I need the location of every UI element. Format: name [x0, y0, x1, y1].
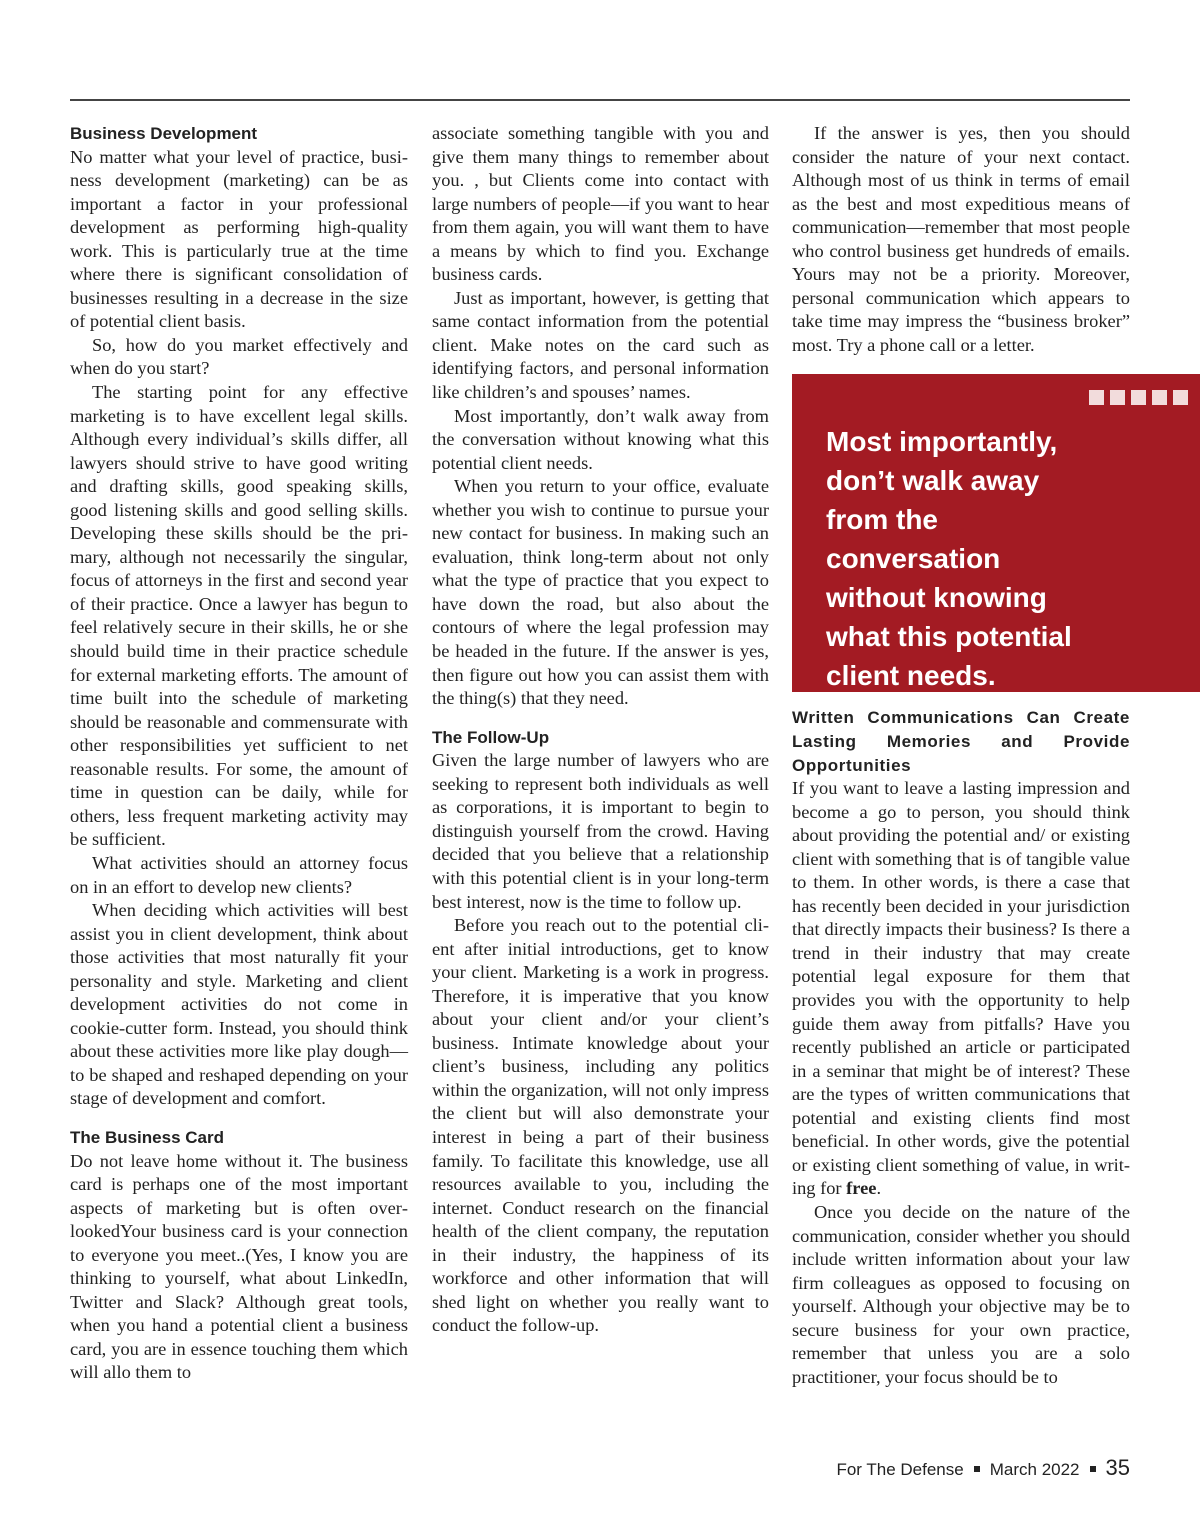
column-3	[792, 122, 1130, 1389]
heading-business-development: Business Development	[70, 124, 258, 143]
paragraph: associate something tangible with you and give them many things to remember about you. , but Clients come into contact with large numbers of people—if you want to hear from them again, you will want them to have a means by which to find you. Exchange business cards.	[432, 123, 769, 285]
paragraph-text: If you want to leave a lasting impression and become a go to person, you should think about providing the potential and/ or existing client with something that is of tangible value to them. In other words, is there a case that has recently been decided in your jurisdiction that directly impacts their business? Is there a trend in their industry that may create potential legal exposure for them that provides you with the opportunity to help guide them away from pitfalls? Have you recently published an article or participated in a seminar that might be of interest? These are the types of written communications that potential and existing clients find most beneficial. In other words, give the potential or existing client something of value, in writing for	[792, 778, 1130, 1199]
column-2	[432, 122, 769, 1338]
square-icon	[1152, 390, 1167, 405]
paragraph: No matter what your level of practice, business development (marketing) can be as important a factor in your professional development as performing high-quality work. This is particularly true at the time where there is significant consolidation of businesses resulting in a decrease in the size of potential client basis.	[70, 146, 408, 332]
paragraph: When deciding which activities will best assist you in client development, think about those activities that most naturally fit your personality and style. Marketing and client development activities do not come in cookie-cutter form. Instead, you should think about these activities more like play dough—to be shaped and reshaped depending on your stage of development and comfort.	[70, 900, 408, 1109]
publication-name: For The Defense	[836, 1460, 964, 1479]
bold-word: free	[846, 1178, 877, 1199]
bullet-icon	[1090, 1466, 1096, 1472]
square-icon	[1173, 390, 1188, 405]
heading-written-communications: Written Communications Can Create Lasting Memories and Provide Opportunities	[792, 708, 1130, 775]
paragraph: Do not leave home without it. The business card is perhaps one of the most important aspects of marketing but is often overlookedYour business card is your connection to everyone you meet..(Yes, I know you are thinking to yourself, what about LinkedIn, Twitter and Slack? Although great tools, when you hand a potential client a business card, you are in essence touching them which will allo them to	[70, 1150, 408, 1383]
paragraph	[792, 777, 1130, 1201]
page-number: 35	[1105, 1455, 1130, 1480]
decorative-squares	[1089, 390, 1188, 405]
paragraph: What activities should an attorney focus on in an effort to develop new clients?	[70, 852, 408, 897]
paragraph: If the answer is yes, then you should consider the nature of your next contact. Although most of us think in terms of email as the best and most expeditious means of communication—remember that most people who control business get hundreds of emails. Yours may not be a priority. Moreover, personal communication which appears to take time may impress the “business broker” most. Try a phone call or a letter.	[792, 123, 1130, 355]
paragraph: The starting point for any effective marketing is to have excellent legal skills. Although every individual’s skills differ, all lawyers should strive to have good writing and drafting skills, good speaking skills, good listening skills and good selling skills. Developing these skills should be the primary, although not necessarily the singular, focus of attorneys in the first and second year of their practice. Once a lawyer has begun to feel relatively secure in their skills, he or she should build time in their practice schedule for external marketing efforts. The amount of time built into the schedule of marketing should be reasonable and commensurate with other responsibilities yet sufficient to net reasonable results. For some, the amount of time in question can be daily, while for others, less frequent marketing activity may be sufficient.	[70, 382, 408, 850]
top-rule	[70, 99, 1130, 101]
paragraph: Given the large number of lawyers who are seeking to represent both individuals as well as corporations, it is important to begin to distinguish yourself from the crowd. Having decided that you believe that a relationship with this potential client is in your long-term best interest, now is the time to follow up.	[432, 750, 769, 912]
paragraph: Once you decide on the nature of the communication, consider whether you should include written information about your law firm colleagues as opposed to focusing on yourself. Although your objective may be to secure business for your own practice, remember that unless you are a solo practitioner, your focus should be to	[792, 1201, 1130, 1387]
heading-business-card: The Business Card	[70, 1127, 224, 1147]
square-icon	[1110, 390, 1125, 405]
square-icon	[1131, 390, 1146, 405]
heading-follow-up: The Follow-Up	[432, 727, 550, 747]
square-icon	[1089, 390, 1104, 405]
paragraph: Just as important, however, is getting that same contact information from the potential client. Make notes on the card such as identifying factors, and personal information like children’s and spouses’ names.	[432, 287, 769, 403]
paragraph: So, how do you market effectively and when do you start?	[70, 334, 408, 379]
page-footer	[836, 1455, 1130, 1481]
paragraph: Before you reach out to the potential client after initial introductions, get to know your client. Marketing is a work in progress. Therefore, it is imperative that you know about your client and/or your client’s business. Intimate knowledge about your client’s business, including any politics within the organization, will not only impress the client but will also demonstrate your interest in being a part of their business family. To facilitate this knowledge, use all resources available to you, including the internet. Conduct research on the financial health of the client company, the reputation in their industry, the happiness of its workforce and other information that will shed light on whether you really want to conduct the follow-up.	[432, 915, 769, 1336]
issue-date: March 2022	[989, 1460, 1080, 1479]
paragraph: When you return to your office, evaluate whether you wish to continue to pursue your new contact for business. In making such an evaluation, think long-term about not only what the type of practice that you expect to have down the road, but also about the contours of where the legal profession may be headed in the future. If the answer is yes, then figure out how you can assist them with the thing(s) that they need.	[432, 476, 769, 709]
pull-quote-box	[792, 374, 1200, 692]
paragraph-end: .	[876, 1178, 882, 1199]
pull-quote-text: Most importantly, don’t walk away from the conversation without knowing what this potential client needs.	[826, 426, 1072, 692]
column-1	[70, 122, 408, 1385]
paragraph: Most importantly, don’t walk away from the conversation without knowing what this potential client needs.	[432, 405, 769, 473]
bullet-icon	[974, 1466, 980, 1472]
